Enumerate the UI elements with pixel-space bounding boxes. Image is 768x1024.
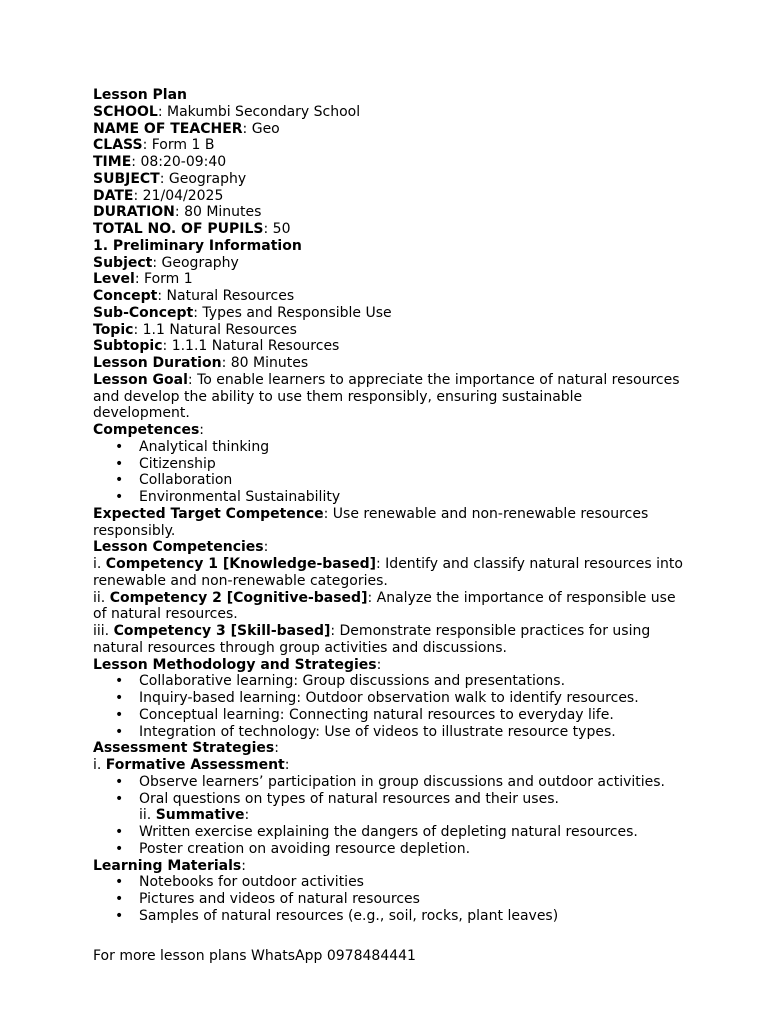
list-item: • Integration of technology: Use of videos to illustrate resource types. [115,723,616,740]
competences-list [93,439,683,506]
list-item: • Analytical thinking [115,438,270,455]
lesson-competencies-heading: Lesson Competencies: [93,539,269,556]
time-field: TIME: 08:20-09:40 [93,154,227,170]
summative-list [93,824,683,858]
bullet-icon: • [115,438,124,455]
document-title: Lesson Plan [93,87,188,103]
bullet-icon: • [115,489,124,505]
materials-list [93,874,683,924]
list-item: • Samples of natural resources (e.g., soil, rocks, plant leaves) [115,907,559,924]
bullet-icon: • [115,455,124,472]
class-field: CLASS: Form 1 B [93,137,215,154]
bullet-icon: • [115,840,124,857]
pupils-field: TOTAL NO. OF PUPILS: 50 [93,221,291,237]
bullet-icon: • [115,907,124,924]
list-item: • Collaboration [115,472,233,489]
list-item: • Pictures and videos of natural resources [115,891,420,907]
subject-field: SUBJECT: Geography [93,170,247,187]
prelim-heading: 1. Preliminary Information [93,237,302,254]
bullet-icon: • [115,824,124,840]
bullet-icon: • [115,773,124,790]
bullet-icon: • [115,874,124,891]
assessment-heading: Assessment Strategies: [93,740,279,757]
prelim-concept: Concept: Natural Resources [93,288,295,304]
formative-heading: i. Formative Assessment: [93,757,290,773]
footer-note: For more lesson plans WhatsApp 0978484441 [93,948,416,964]
bullet-icon: • [115,690,124,706]
bullet-icon: • [115,790,124,807]
list-item: • Written exercise explaining the dangers of depleting natural resources. [115,824,638,840]
prelim-topic: Topic: 1.1 Natural Resources [93,321,297,338]
bullet-icon: • [115,472,124,489]
list-item: • Oral questions on types of natural resources and their uses. [115,790,559,807]
list-item: • Citizenship [115,455,216,472]
list-item: • Observe learners’ participation in group discussions and outdoor activities. [115,773,665,790]
list-item: • Conceptual learning: Connecting natural resources to everyday life. [115,706,614,723]
target-competence: Expected Target Competence: Use renewable and non-renewable resources responsibly. [93,505,649,539]
list-item: • Poster creation on avoiding resource depletion. [115,840,471,857]
prelim-level: Level: Form 1 [93,271,193,288]
prelim-lesson-duration: Lesson Duration: 80 Minutes [93,355,309,371]
date-field: DATE: 21/04/2025 [93,187,224,204]
formative-list [93,774,683,808]
list-item: • Environmental Sustainability [115,489,341,505]
list-item: • Notebooks for outdoor activities [115,874,364,891]
prelim-subject: Subject: Geography [93,254,239,271]
list-item: • Inquiry-based learning: Outdoor observation walk to identify resources. [115,690,639,706]
competency-1: i. Competency 1 [Knowledge-based]: Identify and classify natural resources into renewable and non-renewable categories. [93,556,683,589]
bullet-icon: • [115,673,124,690]
bullet-icon: • [115,891,124,907]
methodology-list [93,673,683,740]
methodology-heading: Lesson Methodology and Strategies: [93,656,382,673]
materials-heading: Learning Materials: [93,857,246,874]
list-item: • Collaborative learning: Group discussions and presentations. [115,673,566,690]
bullet-icon: • [115,723,124,740]
bullet-icon: • [115,706,124,723]
prelim-subtopic: Subtopic: 1.1.1 Natural Resources [93,338,340,355]
school-field: SCHOOL: Makumbi Secondary School [93,103,361,120]
teacher-field: NAME OF TEACHER: Geo [93,120,280,137]
lesson-plan-body [93,87,683,925]
competency-2: ii. Competency 2 [Cognitive-based]: Analyze the importance of responsible use of natural resources. [93,589,676,623]
competency-3: iii. Competency 3 [Skill-based]: Demonstrate responsible practices for using natural resources through group activities and discussions. [93,623,651,656]
duration-field: DURATION: 80 Minutes [93,204,262,221]
prelim-subconcept: Sub-Concept: Types and Responsible Use [93,304,392,321]
summative-heading: ii. Summative: [139,807,250,824]
prelim-goal: Lesson Goal: To enable learners to appreciate the importance of natural resources and develop the ability to use them responsibly, ensuring sustainable development. [93,371,680,422]
competences-heading: Competences: [93,422,204,438]
